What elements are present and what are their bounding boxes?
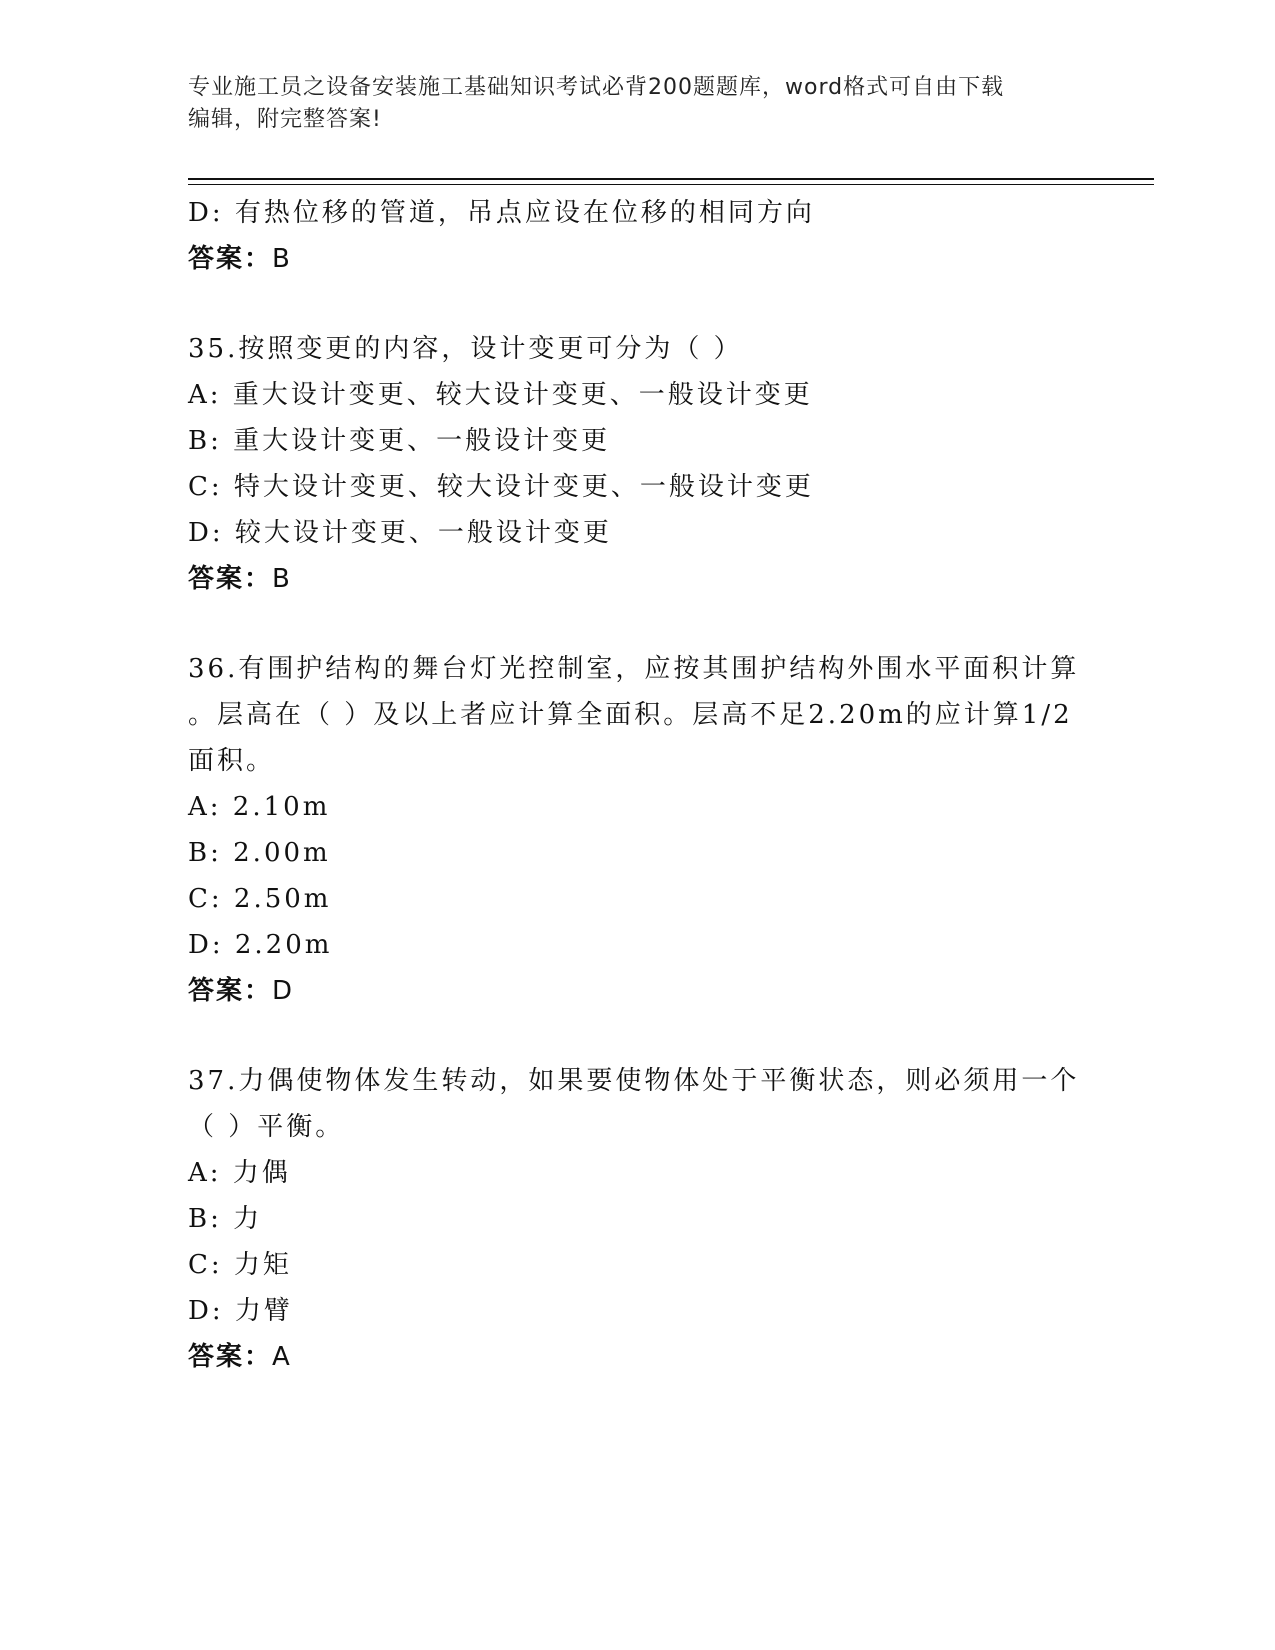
option-c: C: 2.50m xyxy=(188,884,332,914)
question-37 xyxy=(188,1058,1088,1380)
question-stem-line-2: （ ）平衡。 xyxy=(188,1112,345,1142)
question-35 xyxy=(188,326,1088,602)
option-c: C: 力矩 xyxy=(188,1250,292,1280)
header-rule-thin xyxy=(188,184,1154,185)
option-b: B: 重大设计变更、一般设计变更 xyxy=(188,426,611,456)
answer-value: B xyxy=(272,244,292,274)
answer-label: 答案： xyxy=(188,564,273,594)
option-b: B: 力 xyxy=(188,1204,263,1234)
header-rule-thick xyxy=(188,178,1154,180)
answer-label: 答案： xyxy=(188,244,273,274)
option-d: D: 2.20m xyxy=(188,930,333,960)
answer-label: 答案： xyxy=(188,976,273,1006)
prev-answer xyxy=(188,236,1088,282)
question-stem-line-1: 37.力偶使物体发生转动，如果要使物体处于平衡状态，则必须用一个 xyxy=(188,1066,1080,1096)
option-d: D: 力臂 xyxy=(188,1296,293,1326)
document-body xyxy=(188,190,1088,1380)
option-b: B: 2.00m xyxy=(188,838,331,868)
answer-value: A xyxy=(272,1342,292,1372)
question-36 xyxy=(188,646,1088,1014)
header-line-2: 编辑，附完整答案! xyxy=(188,107,382,132)
question-stem-line-3: 面积。 xyxy=(188,746,276,776)
answer-label: 答案： xyxy=(188,1342,273,1372)
header-line-1: 专业施工员之设备安装施工基础知识考试必背200题题库，word格式可自由下载 xyxy=(188,75,1005,100)
answer xyxy=(188,556,1088,602)
question-stem-line-1: 36.有围护结构的舞台灯光控制室，应按其围护结构外围水平面积计算 xyxy=(188,654,1080,684)
answer-value: D xyxy=(272,976,295,1006)
option-a: A: 2.10m xyxy=(188,792,331,822)
answer-value: B xyxy=(272,564,292,594)
question-stem-line-2: 。层高在（ ）及以上者应计算全面积。层高不足2.20m的应计算1/2 xyxy=(188,700,1073,730)
option-a: A: 重大设计变更、较大设计变更、一般设计变更 xyxy=(188,380,813,410)
question-stem: 35.按照变更的内容，设计变更可分为（ ） xyxy=(188,334,743,364)
option-c: C: 特大设计变更、较大设计变更、一般设计变更 xyxy=(188,472,814,502)
option-a: A: 力偶 xyxy=(188,1158,291,1188)
page-header xyxy=(188,72,1068,136)
answer xyxy=(188,968,1088,1014)
answer xyxy=(188,1334,1088,1380)
prev-option-d: D: 有热位移的管道，吊点应设在位移的相同方向 xyxy=(188,198,815,228)
option-d: D: 较大设计变更、一般设计变更 xyxy=(188,518,612,548)
